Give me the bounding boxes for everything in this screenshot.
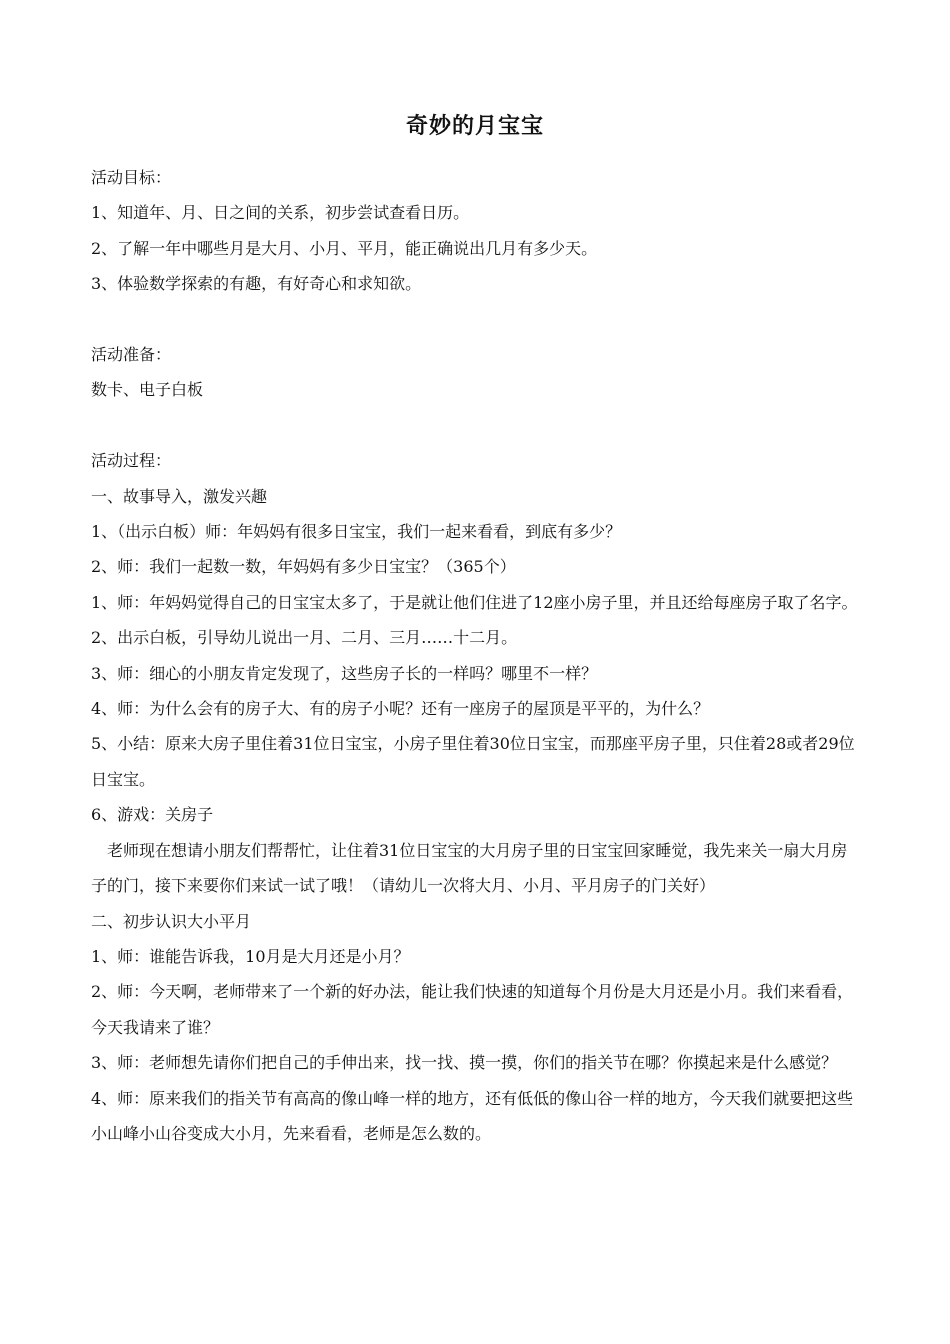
- section-heading: 二、初步认识大小平月: [91, 911, 252, 931]
- goal-item: 3、体验数学探索的有趣，有好奇心和求知欲。: [91, 274, 422, 294]
- goals-heading: 活动目标：: [91, 168, 172, 187]
- blank-line: [91, 408, 861, 443]
- process-line: 1、（出示白板）师：年妈妈有很多日宝宝，我们一起来看看，到底有多少？: [91, 522, 622, 542]
- process-line: 2、师：我们一起数一数，年妈妈有多少日宝宝？（365个）: [91, 557, 516, 577]
- process-line: 2、出示白板，引导幼儿说出一月、二月、三月……十二月。: [91, 628, 518, 648]
- blank-line: [91, 302, 861, 337]
- process-line: 5、小结：原来大房子里住着31位日宝宝，小房子里住着30位日宝宝，而那座平房子里，只住着28或者29位日宝宝。: [91, 734, 855, 789]
- goal-item: 1、知道年、月、日之间的关系，初步尝试查看日历。: [91, 203, 470, 223]
- process-line: 6、游戏：关房子: [91, 805, 214, 825]
- process-heading: 活动过程：: [91, 451, 172, 471]
- process-line: 1、师：年妈妈觉得自己的日宝宝太多了，于是就让他们住进了12座小房子里，并且还给每座房子取了名字。: [91, 592, 858, 612]
- process-line: 4、师：为什么会有的房子大、有的房子小呢？还有一座房子的屋顶是平平的，为什么？: [91, 699, 710, 719]
- section-heading: 一、故事导入，激发兴趣: [91, 486, 268, 506]
- prep-text: 数卡、电子白板: [91, 380, 204, 400]
- process-line: 1、师：谁能告诉我，10月是大月还是小月？: [91, 946, 410, 966]
- document-body: [91, 160, 861, 1151]
- prep-heading: 活动准备：: [91, 345, 172, 365]
- goal-item: 2、了解一年中哪些月是大月、小月、平月，能正确说出几月有多少天。: [91, 238, 598, 258]
- process-line: 3、师：老师想先请你们把自己的手伸出来，找一找、摸一摸，你们的指关节在哪？你摸起来是什么感觉？: [91, 1053, 838, 1073]
- game-paragraph: 老师现在想请小朋友们帮帮忙，让住着31位日宝宝的大月房子里的日宝宝回家睡觉，我先来关一扇大月房子的门，接下来要你们来试一试了哦！（请幼儿一次将大月、小月、平月房子的门关好）: [91, 840, 848, 896]
- process-line: 2、师：今天啊，老师带来了一个新的好办法，能让我们快速的知道每个月份是大月还是小月。我们来看看，今天我请来了谁？: [91, 982, 854, 1037]
- document-title: 奇妙的月宝宝: [405, 114, 544, 139]
- process-line: 4、师：原来我们的指关节有高高的像山峰一样的地方，还有低低的像山谷一样的地方，今天我们就要把这些小山峰小山谷变成大小月，先来看看，老师是怎么数的。: [91, 1088, 854, 1143]
- process-line: 3、师：细心的小朋友肯定发现了，这些房子长的一样吗？哪里不一样？: [91, 663, 598, 683]
